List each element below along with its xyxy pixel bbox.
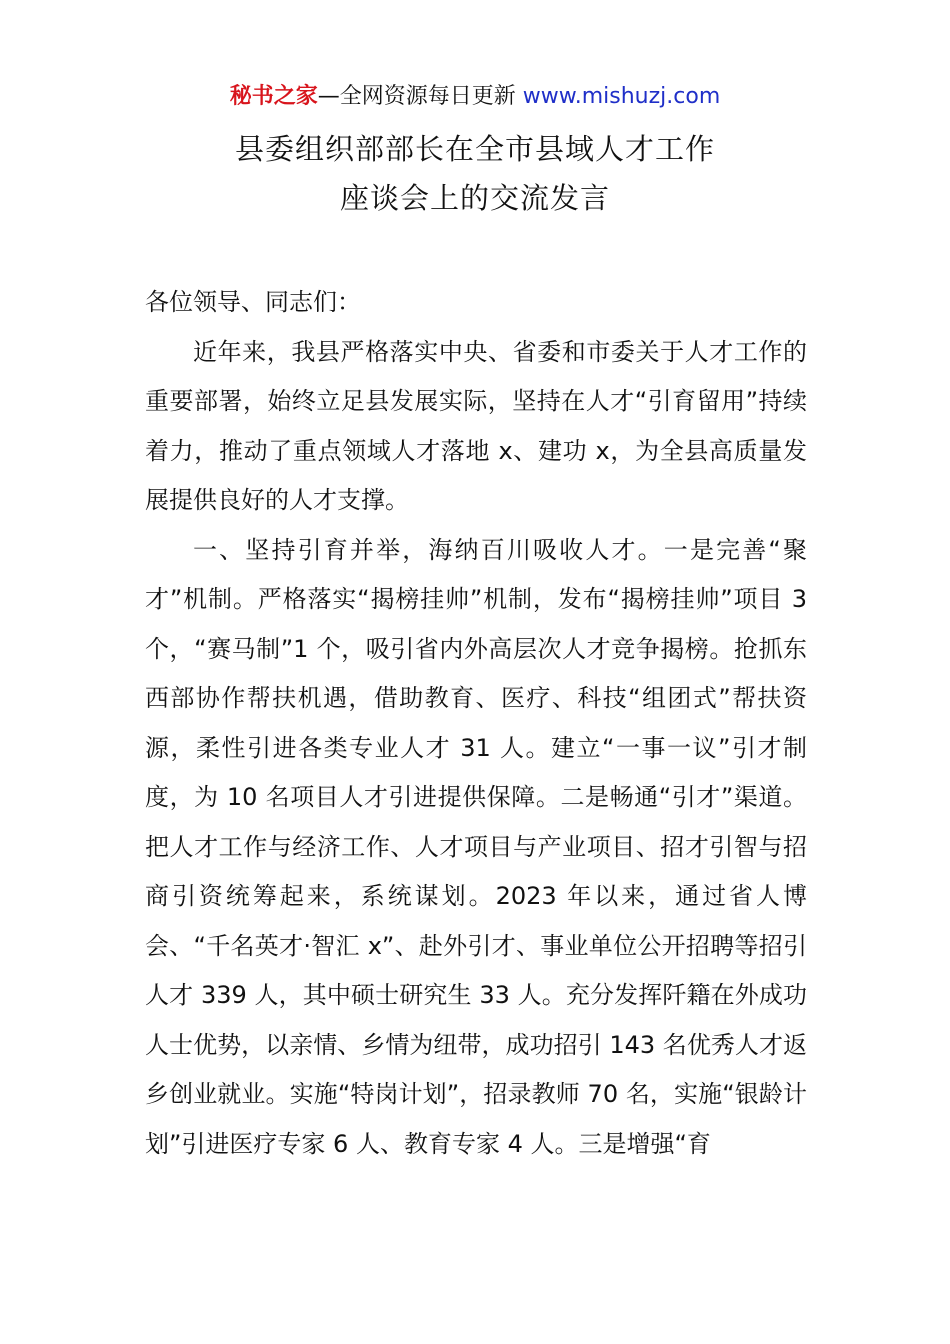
salutation: 各位领导、同志们： [145, 288, 361, 316]
paragraph-intro: 近年来，我县严格落实中央、省委和市委关于人才工作的重要部署，始终立足县发展实际，坚持在人才“引育留用”持续着力，推动了重点领域人才落地 x、建功 x，为全县高质量发展提供良好的人才支撑。 [145, 337, 807, 514]
document-title-line-1: 县委组织部部长在全市县域人才工作 [234, 132, 715, 166]
paragraph-section-1: 一、坚持引育并举，海纳百川吸收人才。一是完善“聚才”机制。严格落实“揭榜挂帅”机制，发布“揭榜挂帅”项目 3 个，“赛马制”1 个，吸引省内外高层次人才竞争揭榜。抢抓东西部协作帮扶机遇，借助教育、医疗、科技“组团式”帮扶资源，柔性引进各类专业人才 31 人。建立“一事一议”引才制度，为 10 名项目人才引进提供保障。二是畅通“引才”渠道。把人才工作与经济工作、人才项目与产业项目、招才引智与招商引资统筹起来，系统谋划。2023 年以来，通过省人博会、“千名英才·智汇 x”、赴外引才、事业单位公开招聘等招引人才 339 人，其中硕士研究生 33 人。充分发挥阡籍在外成功人士优势，以亲情、乡情为纽带，成功招引 143 名优秀人才返乡创业就业。实施“特岗计划”，招录教师 70 名，实施“银龄计划”引进医疗专家 6 人、教育专家 4 人。三是增强“育 [145, 535, 807, 1158]
site-url-link[interactable]: www.mishuzj.com [522, 84, 721, 109]
header-tagline: —全网资源每日更新 [317, 84, 523, 109]
site-header [0, 80, 950, 114]
brand-name: 秘书之家 [229, 84, 318, 109]
document-title-line-2: 座谈会上的交流发言 [339, 181, 610, 215]
document-body [145, 278, 807, 1169]
